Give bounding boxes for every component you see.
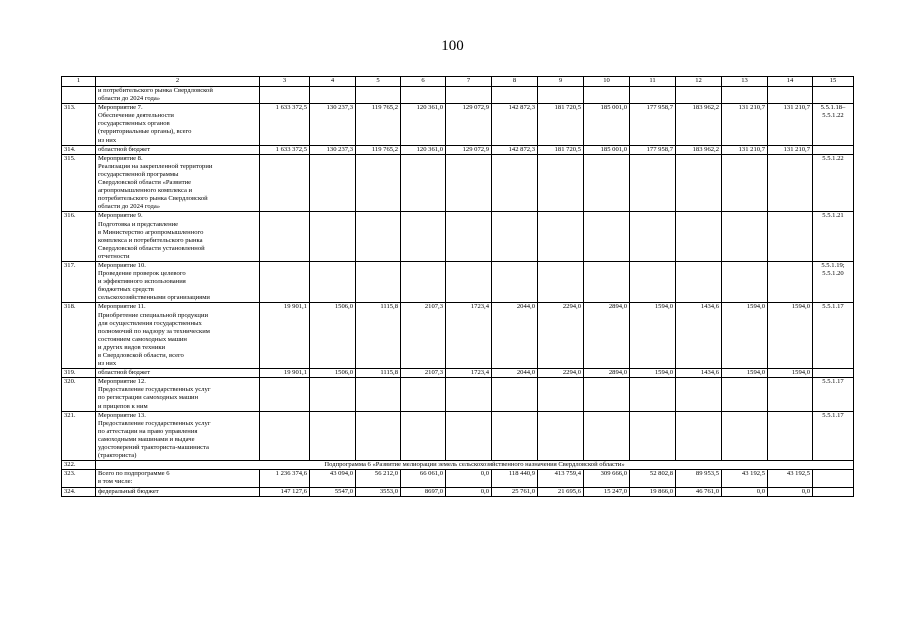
row-name-line: и других видов техники xyxy=(98,343,166,351)
value-cell xyxy=(310,378,356,411)
row-name-line: состоянием самоходных машин xyxy=(98,335,187,343)
value-cell: 1723,4 xyxy=(446,303,492,369)
value-cell: 0,0 xyxy=(446,470,492,487)
target-indicator xyxy=(813,470,854,487)
value-cell: 181 720,5 xyxy=(538,104,584,145)
table-body xyxy=(62,77,854,497)
row-name-line: Реализация на закрепленной территории xyxy=(98,162,213,170)
table-row xyxy=(62,461,854,470)
column-header: 13 xyxy=(722,77,768,87)
value-cell: 2894,0 xyxy=(584,369,630,378)
value-cell: 119 765,2 xyxy=(356,145,401,154)
row-name xyxy=(96,378,260,411)
value-cell xyxy=(584,212,630,262)
value-cell xyxy=(538,411,584,461)
column-header: 6 xyxy=(401,77,446,87)
value-cell xyxy=(584,261,630,302)
row-name-line: отчетности xyxy=(98,252,130,260)
value-cell: 1723,4 xyxy=(446,369,492,378)
row-name-line: Проведение проверок целевого xyxy=(98,270,186,278)
value-cell xyxy=(356,261,401,302)
value-cell xyxy=(676,378,722,411)
column-header: 10 xyxy=(584,77,630,87)
value-cell xyxy=(260,212,310,262)
value-cell xyxy=(310,87,356,104)
value-cell: 66 061,0 xyxy=(401,470,446,487)
row-name-line: Мероприятие 12. xyxy=(98,378,146,386)
value-cell: 0,0 xyxy=(768,487,813,496)
value-cell: 1434,6 xyxy=(676,303,722,369)
value-cell xyxy=(446,212,492,262)
value-cell xyxy=(446,154,492,212)
value-cell: 120 361,0 xyxy=(401,145,446,154)
column-header: 9 xyxy=(538,77,584,87)
column-header: 11 xyxy=(630,77,676,87)
row-name-line: в Свердловской области, всего xyxy=(98,352,184,359)
row-name-line: Приобретение специальной продукции xyxy=(98,311,209,319)
value-cell xyxy=(768,212,813,262)
value-cell xyxy=(722,261,768,302)
value-cell: 181 720,5 xyxy=(538,145,584,154)
value-cell xyxy=(492,411,538,461)
row-name-line: государственной программы xyxy=(98,170,179,178)
value-cell: 2107,3 xyxy=(401,303,446,369)
row-name xyxy=(96,303,260,369)
value-cell: 0,0 xyxy=(446,487,492,496)
value-cell: 5547,0 xyxy=(310,487,356,496)
value-cell: 1506,0 xyxy=(310,303,356,369)
value-cell: 43 192,5 xyxy=(768,470,813,487)
row-name-line: для осуществления государственных xyxy=(98,319,202,327)
row-name-line: агропромышленного комплекса и xyxy=(98,187,193,195)
row-name-line: самоходными машинами и выдаче xyxy=(98,435,195,443)
row-name-line: Мероприятие 7. xyxy=(98,104,143,112)
value-cell: 1 633 372,5 xyxy=(260,104,310,145)
value-cell: 147 127,6 xyxy=(260,487,310,496)
value-cell xyxy=(401,411,446,461)
value-cell: 1594,0 xyxy=(630,303,676,369)
value-cell: 131 210,7 xyxy=(722,104,768,145)
value-cell: 89 953,5 xyxy=(676,470,722,487)
program-table xyxy=(61,76,854,497)
value-cell: 1115,8 xyxy=(356,303,401,369)
value-cell xyxy=(401,378,446,411)
row-name-line: Обеспечение деятельности xyxy=(98,112,174,120)
column-header-row xyxy=(62,77,854,87)
value-cell xyxy=(356,212,401,262)
value-cell xyxy=(676,261,722,302)
row-name xyxy=(96,261,260,302)
row-name xyxy=(96,411,260,461)
row-name-line: бюджетных средств xyxy=(98,286,154,294)
value-cell: 15 247,0 xyxy=(584,487,630,496)
row-name-line: (тракториста) xyxy=(98,452,137,460)
row-name xyxy=(96,104,260,145)
row-name-line: и потребительского рынка Свердловской xyxy=(98,87,213,94)
value-cell: 1594,0 xyxy=(722,303,768,369)
value-cell: 2044,0 xyxy=(492,369,538,378)
value-cell xyxy=(492,87,538,104)
value-cell xyxy=(538,154,584,212)
row-name-line: Подготовка и представление xyxy=(98,220,179,228)
target-indicator: 5.5.1.17 xyxy=(813,378,854,411)
value-cell xyxy=(401,154,446,212)
row-number: 318. xyxy=(62,303,96,369)
value-cell xyxy=(768,378,813,411)
row-number: 316. xyxy=(62,212,96,262)
value-cell xyxy=(446,261,492,302)
row-number xyxy=(62,87,96,104)
value-cell xyxy=(722,212,768,262)
column-header: 7 xyxy=(446,77,492,87)
value-cell: 131 210,7 xyxy=(768,104,813,145)
row-name-line: полномочий по надзору за техническим xyxy=(98,327,210,335)
column-header: 3 xyxy=(260,77,310,87)
value-cell xyxy=(722,378,768,411)
target-indicator: 5.5.1.17 xyxy=(813,303,854,369)
target-indicator: 5.5.1.17 xyxy=(813,411,854,461)
value-cell: 1115,8 xyxy=(356,369,401,378)
value-cell xyxy=(722,411,768,461)
row-name-line: Свердловской области «Развитие xyxy=(98,179,192,187)
row-name-line: Предоставление государственных услуг xyxy=(98,386,211,394)
value-cell xyxy=(356,154,401,212)
target-indicator: 5.5.1.21 xyxy=(813,212,854,262)
row-name xyxy=(96,154,260,212)
value-cell: 19 901,1 xyxy=(260,369,310,378)
row-name-line: из них xyxy=(98,136,117,144)
value-cell xyxy=(538,87,584,104)
value-cell: 43 192,5 xyxy=(722,470,768,487)
value-cell: 177 958,7 xyxy=(630,104,676,145)
row-number: 317. xyxy=(62,261,96,302)
value-cell xyxy=(768,261,813,302)
row-name-line: областной бюджет xyxy=(98,369,151,377)
value-cell: 1594,0 xyxy=(768,369,813,378)
value-cell xyxy=(260,261,310,302)
row-name-line: федеральный бюджет xyxy=(98,487,159,495)
value-cell xyxy=(630,378,676,411)
table-row xyxy=(62,487,854,496)
table-row xyxy=(62,303,854,369)
value-cell xyxy=(630,87,676,104)
value-cell xyxy=(260,87,310,104)
value-cell: 130 237,3 xyxy=(310,104,356,145)
page-number: 100 xyxy=(441,38,464,54)
row-name xyxy=(96,145,260,154)
target-indicator xyxy=(813,369,854,378)
value-cell xyxy=(446,378,492,411)
row-name-line: и прицепов к ним xyxy=(98,402,148,410)
table-row xyxy=(62,411,854,461)
row-name-line: Мероприятие 8. xyxy=(98,154,143,162)
value-cell xyxy=(722,87,768,104)
row-name-line: потребительского рынка Свердловской xyxy=(98,195,208,203)
value-cell: 129 072,9 xyxy=(446,104,492,145)
row-name-line: Мероприятие 9. xyxy=(98,212,143,220)
table-row xyxy=(62,87,854,104)
row-name-line: государственных органов xyxy=(98,120,170,128)
value-cell xyxy=(538,378,584,411)
table-row xyxy=(62,154,854,212)
value-cell: 118 440,9 xyxy=(492,470,538,487)
row-name-line: в Министерство агропромышленного xyxy=(98,228,204,236)
value-cell xyxy=(260,378,310,411)
row-number: 322. xyxy=(62,461,96,470)
row-name-line: Свердловской области установленной xyxy=(98,244,205,252)
row-name-line: (территориальные органы), всего xyxy=(98,128,192,136)
table-row xyxy=(62,261,854,302)
value-cell: 1434,6 xyxy=(676,369,722,378)
row-name xyxy=(96,87,260,104)
value-cell: 46 761,0 xyxy=(676,487,722,496)
row-number: 320. xyxy=(62,378,96,411)
value-cell xyxy=(768,154,813,212)
value-cell xyxy=(260,154,310,212)
row-name xyxy=(96,487,260,496)
row-name-line: по аттестации на право управления xyxy=(98,427,198,435)
value-cell: 1594,0 xyxy=(722,369,768,378)
value-cell: 177 958,7 xyxy=(630,145,676,154)
value-cell xyxy=(538,212,584,262)
row-number: 323. xyxy=(62,470,96,487)
value-cell xyxy=(401,87,446,104)
value-cell: 25 761,0 xyxy=(492,487,538,496)
table-row xyxy=(62,378,854,411)
value-cell xyxy=(676,212,722,262)
value-cell: 2294,0 xyxy=(538,303,584,369)
column-header: 15 xyxy=(813,77,854,87)
value-cell xyxy=(630,212,676,262)
value-cell xyxy=(446,411,492,461)
value-cell xyxy=(584,411,630,461)
value-cell: 52 802,8 xyxy=(630,470,676,487)
table-row xyxy=(62,145,854,154)
value-cell: 2107,3 xyxy=(401,369,446,378)
value-cell: 119 765,2 xyxy=(356,104,401,145)
target-indicator: 5.5.1.19; 5.5.1.20 xyxy=(813,261,854,302)
row-name-line: и эффективного использования xyxy=(98,278,186,286)
value-cell: 129 072,9 xyxy=(446,145,492,154)
value-cell: 309 666,0 xyxy=(584,470,630,487)
value-cell: 0,0 xyxy=(722,487,768,496)
value-cell: 413 759,4 xyxy=(538,470,584,487)
column-header: 8 xyxy=(492,77,538,87)
value-cell xyxy=(260,411,310,461)
value-cell: 142 872,3 xyxy=(492,104,538,145)
value-cell: 185 001,0 xyxy=(584,145,630,154)
value-cell: 185 001,0 xyxy=(584,104,630,145)
value-cell: 1594,0 xyxy=(768,303,813,369)
row-number: 319. xyxy=(62,369,96,378)
value-cell xyxy=(676,87,722,104)
row-name-line: в том числе: xyxy=(98,478,133,486)
target-indicator: 5.5.1.22 xyxy=(813,154,854,212)
row-name-line: области до 2024 года» xyxy=(98,203,161,211)
value-cell xyxy=(584,378,630,411)
row-number: 314. xyxy=(62,145,96,154)
value-cell: 2044,0 xyxy=(492,303,538,369)
value-cell xyxy=(310,212,356,262)
value-cell: 8697,0 xyxy=(401,487,446,496)
value-cell xyxy=(492,212,538,262)
value-cell: 130 237,3 xyxy=(310,145,356,154)
row-name xyxy=(96,470,260,487)
value-cell: 131 210,7 xyxy=(722,145,768,154)
column-header: 4 xyxy=(310,77,356,87)
row-name-line: сельскохозяйственными организациями xyxy=(98,294,210,302)
value-cell: 183 962,2 xyxy=(676,104,722,145)
value-cell xyxy=(538,261,584,302)
value-cell: 1 236 374,6 xyxy=(260,470,310,487)
column-header: 2 xyxy=(96,77,260,87)
value-cell: 21 695,6 xyxy=(538,487,584,496)
value-cell xyxy=(768,411,813,461)
row-name-line: Всего по подпрограмме 6 xyxy=(98,470,170,478)
value-cell xyxy=(446,87,492,104)
table-row xyxy=(62,212,854,262)
value-cell: 183 962,2 xyxy=(676,145,722,154)
row-name-line: по регистрации самоходных машин xyxy=(98,394,199,402)
value-cell xyxy=(630,261,676,302)
table-row xyxy=(62,104,854,145)
value-cell xyxy=(492,261,538,302)
row-name xyxy=(96,369,260,378)
value-cell xyxy=(401,261,446,302)
column-header: 1 xyxy=(62,77,96,87)
value-cell xyxy=(310,261,356,302)
row-name-line: Предоставление государственных услуг xyxy=(98,419,211,427)
subprogram-title: Подпрограмма 6 «Развитие мелиорации земель сельскохозяйственного назначения Свердловской области» xyxy=(96,461,854,470)
value-cell: 120 361,0 xyxy=(401,104,446,145)
table-row xyxy=(62,369,854,378)
value-cell xyxy=(768,87,813,104)
value-cell: 2294,0 xyxy=(538,369,584,378)
row-name-line: областной бюджет xyxy=(98,145,151,153)
value-cell xyxy=(356,87,401,104)
row-name-line: комплекса и потребительского рынка xyxy=(98,236,203,244)
value-cell: 19 901,1 xyxy=(260,303,310,369)
value-cell xyxy=(584,154,630,212)
target-indicator xyxy=(813,145,854,154)
column-header: 12 xyxy=(676,77,722,87)
value-cell xyxy=(722,154,768,212)
value-cell xyxy=(310,411,356,461)
value-cell: 43 094,0 xyxy=(310,470,356,487)
value-cell xyxy=(310,154,356,212)
value-cell: 2894,0 xyxy=(584,303,630,369)
value-cell xyxy=(630,411,676,461)
value-cell: 3553,0 xyxy=(356,487,401,496)
column-header: 5 xyxy=(356,77,401,87)
target-indicator: 5.5.1.18– 5.5.1.22 xyxy=(813,104,854,145)
row-number: 313. xyxy=(62,104,96,145)
value-cell: 19 866,0 xyxy=(630,487,676,496)
row-number: 321. xyxy=(62,411,96,461)
target-indicator xyxy=(813,487,854,496)
value-cell: 1594,0 xyxy=(630,369,676,378)
value-cell xyxy=(676,411,722,461)
row-name-line: Мероприятие 11. xyxy=(98,303,146,311)
table-row xyxy=(62,470,854,487)
value-cell: 131 210,7 xyxy=(768,145,813,154)
value-cell xyxy=(492,154,538,212)
row-name-line: Мероприятие 13. xyxy=(98,411,146,419)
value-cell xyxy=(492,378,538,411)
row-name xyxy=(96,212,260,262)
value-cell xyxy=(630,154,676,212)
value-cell xyxy=(356,378,401,411)
value-cell xyxy=(584,87,630,104)
row-name-line: области до 2024 года» xyxy=(98,95,161,103)
value-cell: 142 872,3 xyxy=(492,145,538,154)
row-number: 324. xyxy=(62,487,96,496)
value-cell: 56 212,0 xyxy=(356,470,401,487)
row-name-line: Мероприятие 10. xyxy=(98,261,146,269)
target-indicator xyxy=(813,87,854,104)
value-cell: 1 633 372,5 xyxy=(260,145,310,154)
value-cell xyxy=(401,212,446,262)
row-number: 315. xyxy=(62,154,96,212)
column-header: 14 xyxy=(768,77,813,87)
value-cell xyxy=(676,154,722,212)
value-cell xyxy=(356,411,401,461)
value-cell: 1506,0 xyxy=(310,369,356,378)
row-name-line: из них xyxy=(98,360,117,368)
row-name-line: удостоверений тракториста-машиниста xyxy=(98,444,209,452)
